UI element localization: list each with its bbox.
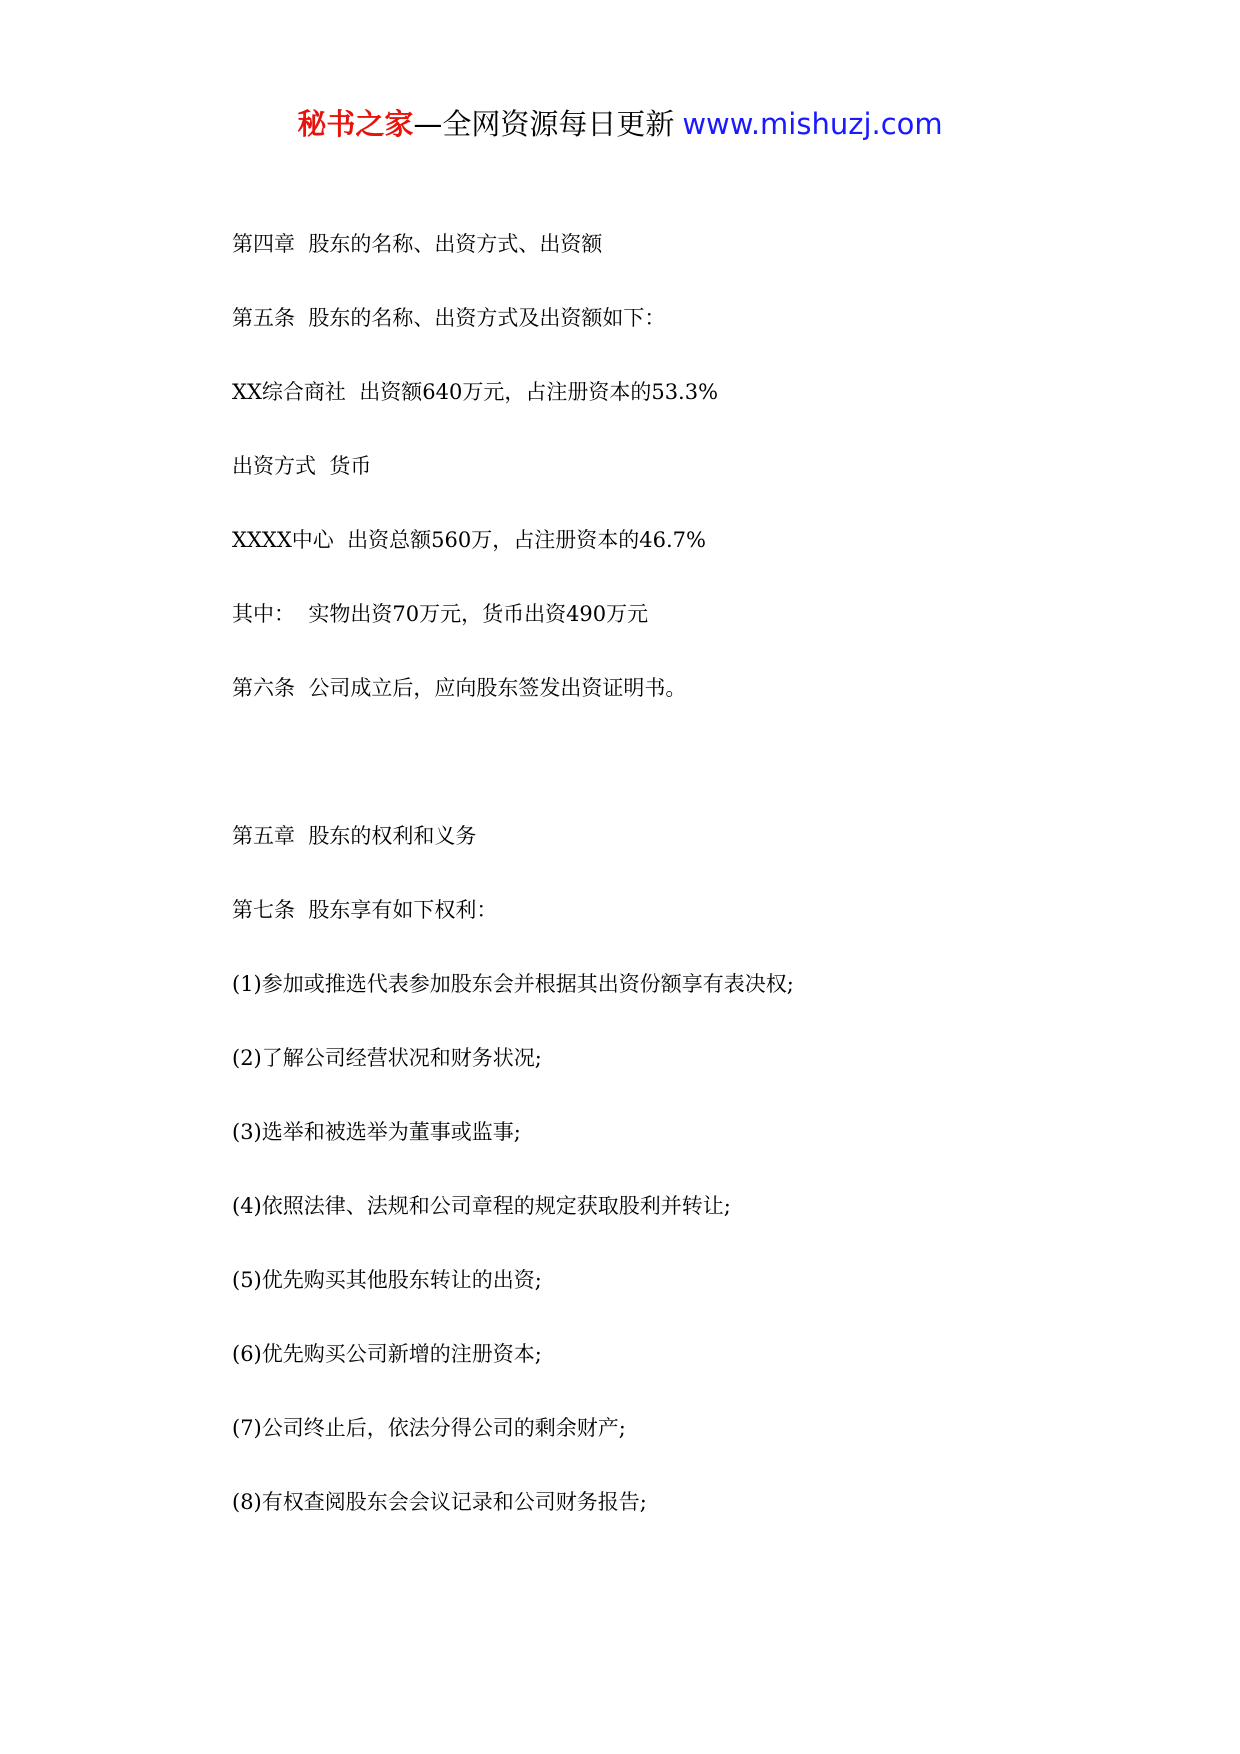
right-item-8: (8)有权查阅股东会会议记录和公司财务报告; bbox=[232, 1490, 647, 1514]
chapter-five-heading: 第五章 股东的权利和义务 bbox=[232, 824, 477, 848]
right-item-3: (3)选举和被选举为董事或监事; bbox=[232, 1120, 521, 1144]
shareholder-1-contribution: XX综合商社 出资额640万元，占注册资本的53.3% bbox=[232, 380, 719, 404]
brand-name: 秘书之家 bbox=[297, 107, 414, 141]
right-item-6: (6)优先购买公司新增的注册资本; bbox=[232, 1342, 542, 1366]
shareholder-2-contribution: XXXX中心 出资总额560万，占注册资本的46.7% bbox=[232, 528, 706, 552]
page-header bbox=[0, 98, 1240, 150]
article-six: 第六条 公司成立后，应向股东签发出资证明书。 bbox=[232, 676, 687, 700]
right-item-1: (1)参加或推选代表参加股东会并根据其出资份额享有表决权; bbox=[232, 972, 794, 996]
chapter-four-heading: 第四章 股东的名称、出资方式、出资额 bbox=[232, 232, 603, 256]
article-five: 第五条 股东的名称、出资方式及出资额如下： bbox=[232, 306, 666, 330]
header-slogan: —全网资源每日更新 bbox=[413, 107, 675, 141]
right-item-4: (4)依照法律、法规和公司章程的规定获取股利并转让; bbox=[232, 1194, 731, 1218]
right-item-5: (5)优先购买其他股东转让的出资; bbox=[232, 1268, 542, 1292]
right-item-2: (2)了解公司经营状况和财务状况; bbox=[232, 1046, 542, 1070]
article-seven: 第七条 股东享有如下权利： bbox=[232, 898, 498, 922]
right-item-7: (7)公司终止后，依法分得公司的剩余财产; bbox=[232, 1416, 626, 1440]
shareholder-2-breakdown: 其中： 实物出资70万元，货币出资490万元 bbox=[232, 602, 649, 626]
document-body bbox=[232, 228, 1132, 1560]
shareholder-1-method: 出资方式 货币 bbox=[232, 454, 372, 478]
website-url[interactable]: www.mishuzj.com bbox=[682, 107, 943, 141]
